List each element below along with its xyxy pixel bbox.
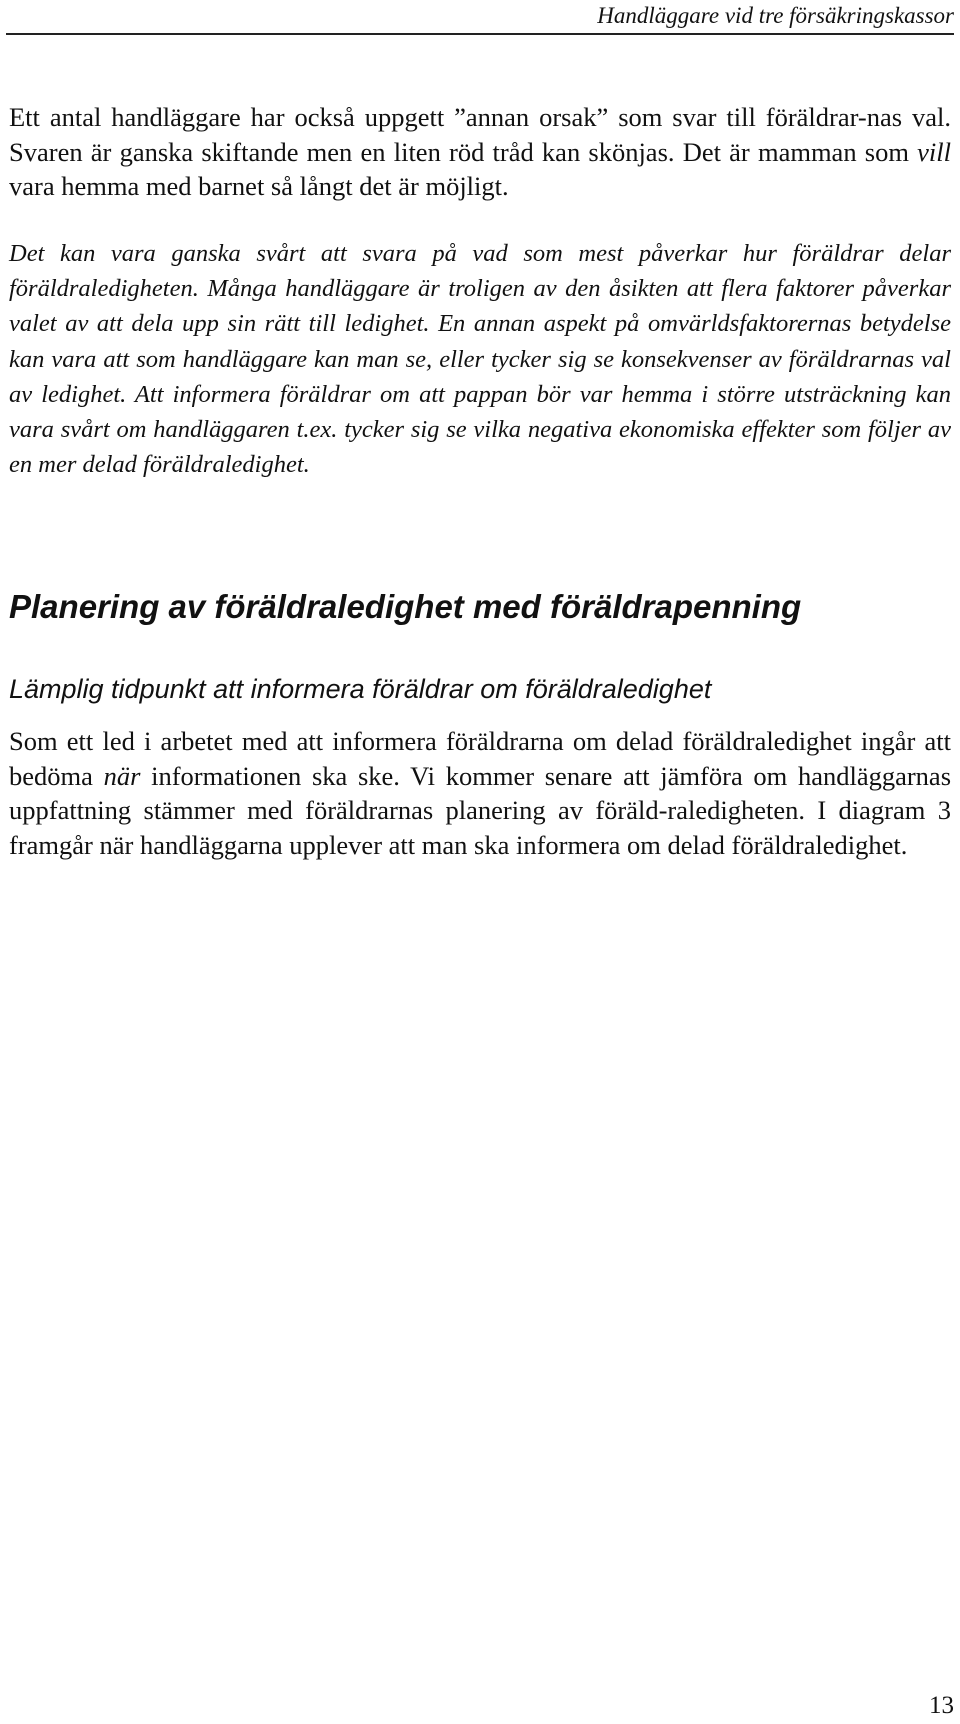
paragraph-text: Som ett led i arbetet med att informera föräldrarna om delad föräldraledighet ingår att bedöma xyxy=(9,726,951,791)
page-number: 13 xyxy=(929,1692,954,1719)
header-divider xyxy=(6,33,954,35)
section-heading: Planering av föräldraledighet med föräldrapenning xyxy=(9,588,802,625)
paragraph-italic-reflection: Det kan vara ganska svårt att svara på vad som mest påverkar hur föräldrar delar föräldraledigheten. Många handläggare är troligen av den åsikten att flera faktorer påverkar valet av att dela upp sin rätt till ledighet. En annan aspekt på omvärldsfaktorernas betydelse kan vara att som handläggare kan man se, eller tycker sig se konsekvenser av föräldrarnas val av ledighet. Att informera föräldrar om att pappan bör var hemma i större utsträckning kan vara svårt om handläggaren t.ex. tycker sig se vilka negativa ekonomiska effekter som följer av en mer delad föräldraledighet. xyxy=(9,240,951,479)
subsection-heading: Lämplig tidpunkt att informera föräldrar om föräldraledighet xyxy=(9,674,712,704)
paragraph-text: vara hemma med barnet så långt det är möjligt. xyxy=(9,171,509,201)
paragraph-informationstidpunkt xyxy=(9,724,951,862)
paragraph-annan-orsak xyxy=(9,100,951,204)
paragraph-text: Ett antal handläggare har också uppgett ”annan orsak” som svar till föräldrar-nas val. Svaren är ganska skiftande men en liten röd tråd kan skönjas. Det är mamman som xyxy=(9,102,951,167)
paragraph-text: informationen ska ske. Vi kommer senare att jämföra om handläggarnas uppfattning stämmer med föräldrarnas planering av föräld-raledigheten. I diagram 3 framgår när handläggarna upplever att man ska informera om delad föräldraledighet. xyxy=(9,760,952,860)
emphasized-word: vill xyxy=(917,136,951,167)
running-header: Handläggare vid tre försäkringskassor xyxy=(597,3,954,28)
emphasized-word: när xyxy=(103,760,141,791)
